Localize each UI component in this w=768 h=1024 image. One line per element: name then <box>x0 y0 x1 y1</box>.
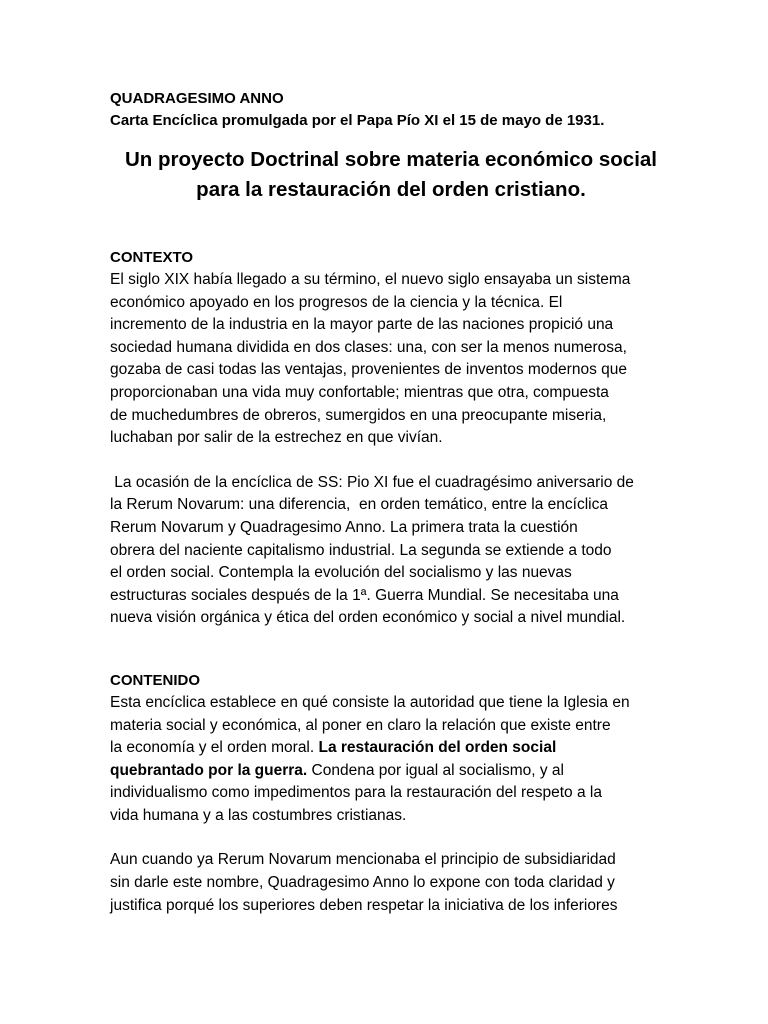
text-line-mixed <box>110 760 672 783</box>
text-line: obrera del naciente capitalismo industrial. La segunda se extiende a todo <box>110 541 612 559</box>
text-line: sociedad humana dividida en dos clases: una, con ser la menos numerosa, <box>110 338 627 356</box>
text-line: individualismo como impedimentos para la restauración del respeto a la <box>110 784 602 802</box>
document-title <box>92 145 690 205</box>
text-line: justifica porqué los superiores deben respetar la iniciativa de los inferiores <box>110 896 618 914</box>
text-line: el orden social. Contempla la evolución del socialismo y las nuevas <box>110 564 572 582</box>
document-header-title: QUADRAGESIMO ANNO <box>110 90 284 107</box>
text-line: sin darle este nombre, Quadragesimo Anno lo expone con toda claridad y <box>110 874 615 892</box>
text-line: Rerum Novarum y Quadragesimo Anno. La primera trata la cuestión <box>110 518 578 536</box>
text-line: estructuras sociales después de la 1ª. Guerra Mundial. Se necesitaba una <box>110 586 619 604</box>
text-line: vida humana y a las costumbres cristianas. <box>110 806 407 824</box>
text-line: materia social y económica, al poner en claro la relación que existe entre <box>110 716 611 734</box>
contenido-paragraph-1 <box>110 692 672 828</box>
bold-text-run: quebrantado por la guerra. <box>110 761 308 779</box>
text-line: incremento de la industria en la mayor parte de las naciones propició una <box>110 316 614 334</box>
text-line: nueva visión orgánica y ética del orden económico y social a nivel mundial. <box>110 609 626 627</box>
contexto-paragraph-1 <box>110 269 672 450</box>
text-line: de muchedumbres de obreros, sumergidos en una preocupante miseria, <box>110 406 607 424</box>
text-line: proporcionaban una vida muy confortable; mientras que otra, compuesta <box>110 383 609 401</box>
text-line: gozaba de casi todas las ventajas, provenientes de inventos modernos que <box>110 361 628 379</box>
bold-text-run: La restauración del orden social <box>318 739 557 757</box>
section-heading-contenido: CONTENIDO <box>110 671 200 689</box>
text-line-mixed <box>110 737 672 760</box>
text-run: la economía y el orden moral. <box>110 739 319 757</box>
text-line: luchaban por salir de la estrechez en que vivían. <box>110 429 443 447</box>
document-title-line-2: para la restauración del orden cristiano. <box>196 178 586 201</box>
text-line: La ocasión de la encíclica de SS: Pio XI fue el cuadragésimo aniversario de <box>110 473 634 491</box>
text-line: la Rerum Novarum: una diferencia, en orden temático, entre la encíclica <box>110 496 608 514</box>
document-header-subtitle: Carta Encíclica promulgada por el Papa Pío XI el 15 de mayo de 1931. <box>110 112 605 129</box>
contexto-paragraph-2 <box>110 472 672 630</box>
text-line: El siglo XIX había llegado a su término, el nuevo siglo ensayaba un sistema <box>110 271 631 288</box>
section-heading-contexto: CONTEXTO <box>110 249 194 266</box>
text-line: Aun cuando ya Rerum Novarum mencionaba el principio de subsidiaridad <box>110 851 616 869</box>
text-line: Esta encíclica establece en qué consiste la autoridad que tiene la Iglesia en <box>110 693 630 711</box>
contenido-paragraph-2 <box>110 849 672 917</box>
text-line: económico apoyado en los progresos de la ciencia y la técnica. El <box>110 293 563 311</box>
document-title-line-1: Un proyecto Doctrinal sobre materia económico social <box>124 148 657 171</box>
text-run: Condena por igual al socialismo, y al <box>307 761 564 779</box>
